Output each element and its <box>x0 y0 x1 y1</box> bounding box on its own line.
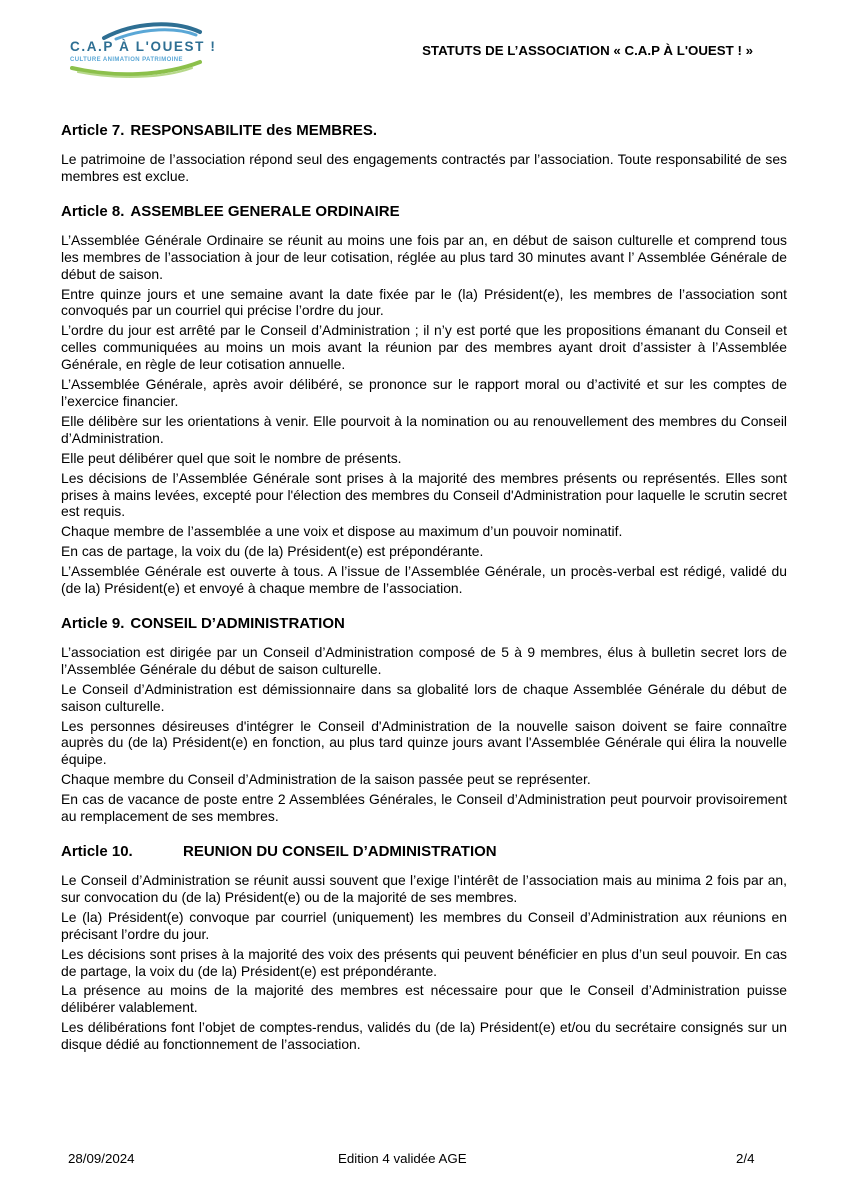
article-paragraph: Chaque membre de l’assemblée a une voix et dispose au maximum d’un pouvoir nominatif. <box>61 523 623 540</box>
article-paragraph: Elle peut délibérer quel que soit le nombre de présents. <box>61 449 402 466</box>
article-paragraph: L’association est dirigée par un Conseil d’Administration composé de 5 à 9 membres, élus à bulletin secret lors de l’Assemblée Générale du début de saison culturelle. <box>61 643 787 677</box>
article-title: CONSEIL D’ADMINISTRATION <box>130 614 345 632</box>
article-paragraph: Les personnes désireuses d'intégrer le Conseil d'Administration de la nouvelle saison doivent se faire connaître auprès du (de la) Président(e) en fonction, au plus tard quinze jours avant l'Assemblée Générale qui élira la nouvelle équipe. <box>61 717 787 768</box>
article-section <box>61 122 787 185</box>
article-number: Article 10. <box>61 843 133 860</box>
article-paragraph: L’Assemblée Générale, après avoir délibéré, se prononce sur le rapport moral ou d’activité et sur les comptes de l’exercice financier. <box>61 376 787 409</box>
article-paragraph: Le patrimoine de l’association répond seul des engagements contractés par l’association. Toute responsabilité de ses membres est exclue. <box>61 151 787 184</box>
article-section <box>61 843 787 1053</box>
article-heading <box>61 843 787 861</box>
article-paragraph: L’Assemblée Générale Ordinaire se réunit au moins une fois par an, en début de saison culturelle et comprend tous les membres de l’association à jour de leur cotisation, réglée au plus tard 30 minutes avant l’ Assemblée Générale de début de saison. <box>61 231 787 282</box>
article-title: RESPONSABILITE des MEMBRES. <box>130 122 378 139</box>
article-paragraph: Les décisions de l’Assemblée Générale sont prises à la majorité des membres présents ou représentés. Elles sont prises à mains levées, excepté pour l'élection des membres du Conseil d'Administration pour laquelle le scrutin secret est requis. <box>61 469 787 520</box>
article-paragraph: Entre quinze jours et une semaine avant la date fixée par le (la) Président(e), les membres de l’association sont convoqués par un courriel qui précise l’ordre du jour. <box>61 285 787 319</box>
document-body <box>61 122 787 1071</box>
article-title: ASSEMBLEE GENERALE ORDINAIRE <box>130 202 400 220</box>
footer-page-number: 2/4 <box>736 1151 755 1166</box>
article-heading <box>61 615 787 633</box>
footer-edition: Edition 4 validée AGE <box>338 1151 467 1166</box>
article-paragraph: En cas de vacance de poste entre 2 Assemblées Générales, le Conseil d’Administration peut pourvoir provisoirement au remplacement de ses membres. <box>61 791 787 825</box>
article-paragraph: Les décisions sont prises à la majorité des voix des présents qui peuvent bénéficier en plus d’un seul pouvoir. En cas de partage, la voix du (de la) Président(e) est prépondérante. <box>61 945 787 979</box>
article-paragraph: Le Conseil d’Administration se réunit aussi souvent que l’exige l’intérêt de l’association mais au minima 2 fois par an, sur convocation du (de la) Président(e) ou de la majorité de ses membres. <box>61 872 787 905</box>
article-paragraph: Les délibérations font l’objet de comptes-rendus, validés du (de la) Président(e) et/ou du secrétaire consignés sur un disque dédié au fonctionnement de l’association. <box>61 1019 787 1053</box>
article-number: Article 8. <box>61 202 125 220</box>
article-heading <box>61 203 787 221</box>
article-paragraph: Chaque membre du Conseil d’Administration de la saison passée peut se représenter. <box>61 771 591 788</box>
article-paragraph: La présence au moins de la majorité des membres est nécessaire pour que le Conseil d’Administration puisse délibérer valablement. <box>61 982 787 1016</box>
logo-tagline: CULTURE ANIMATION PATRIMOINE <box>70 57 183 63</box>
footer-date: 28/09/2024 <box>68 1151 135 1166</box>
article-paragraph: Le Conseil d’Administration est démissionnaire dans sa globalité lors de chaque Assemblée Générale du début de saison culturelle. <box>61 680 787 714</box>
article-number: Article 7. <box>61 122 125 139</box>
article-heading <box>61 122 787 140</box>
article-paragraph: Elle délibère sur les orientations à venir. Elle pourvoit à la nomination ou au renouvellement des membres du Conseil d’Administration. <box>61 412 787 446</box>
document-title: STATUTS DE L’ASSOCIATION « C.A.P À L'OUEST ! » <box>422 43 753 58</box>
logo-name: C.A.P À L'OUEST ! <box>70 39 217 54</box>
article-number: Article 9. <box>61 614 125 632</box>
article-paragraph: L’Assemblée Générale est ouverte à tous. A l’issue de l’Assemblée Générale, un procès-verbal est rédigé, validé du (de la) Président(e) et envoyé à chaque membre de l’association. <box>61 563 787 597</box>
logo <box>64 18 217 80</box>
article-paragraph: L’ordre du jour est arrêté par le Conseil d’Administration ; il n’y est porté que les propositions émanant du Conseil et celles communiquées au moins un mois avant la réunion par des membres ayant droit d’assister à l’Assemblée Générale, en règle de leur cotisation annuelle. <box>61 322 787 373</box>
article-section <box>61 615 787 825</box>
article-paragraph: En cas de partage, la voix du (de la) Président(e) est prépondérante. <box>61 543 484 560</box>
article-title: REUNION DU CONSEIL D’ADMINISTRATION <box>183 843 497 860</box>
article-section <box>61 203 787 597</box>
article-paragraph: Le (la) Président(e) convoque par courriel (uniquement) les membres du Conseil d’Administration aux réunions en précisant l’ordre du jour. <box>61 908 787 942</box>
